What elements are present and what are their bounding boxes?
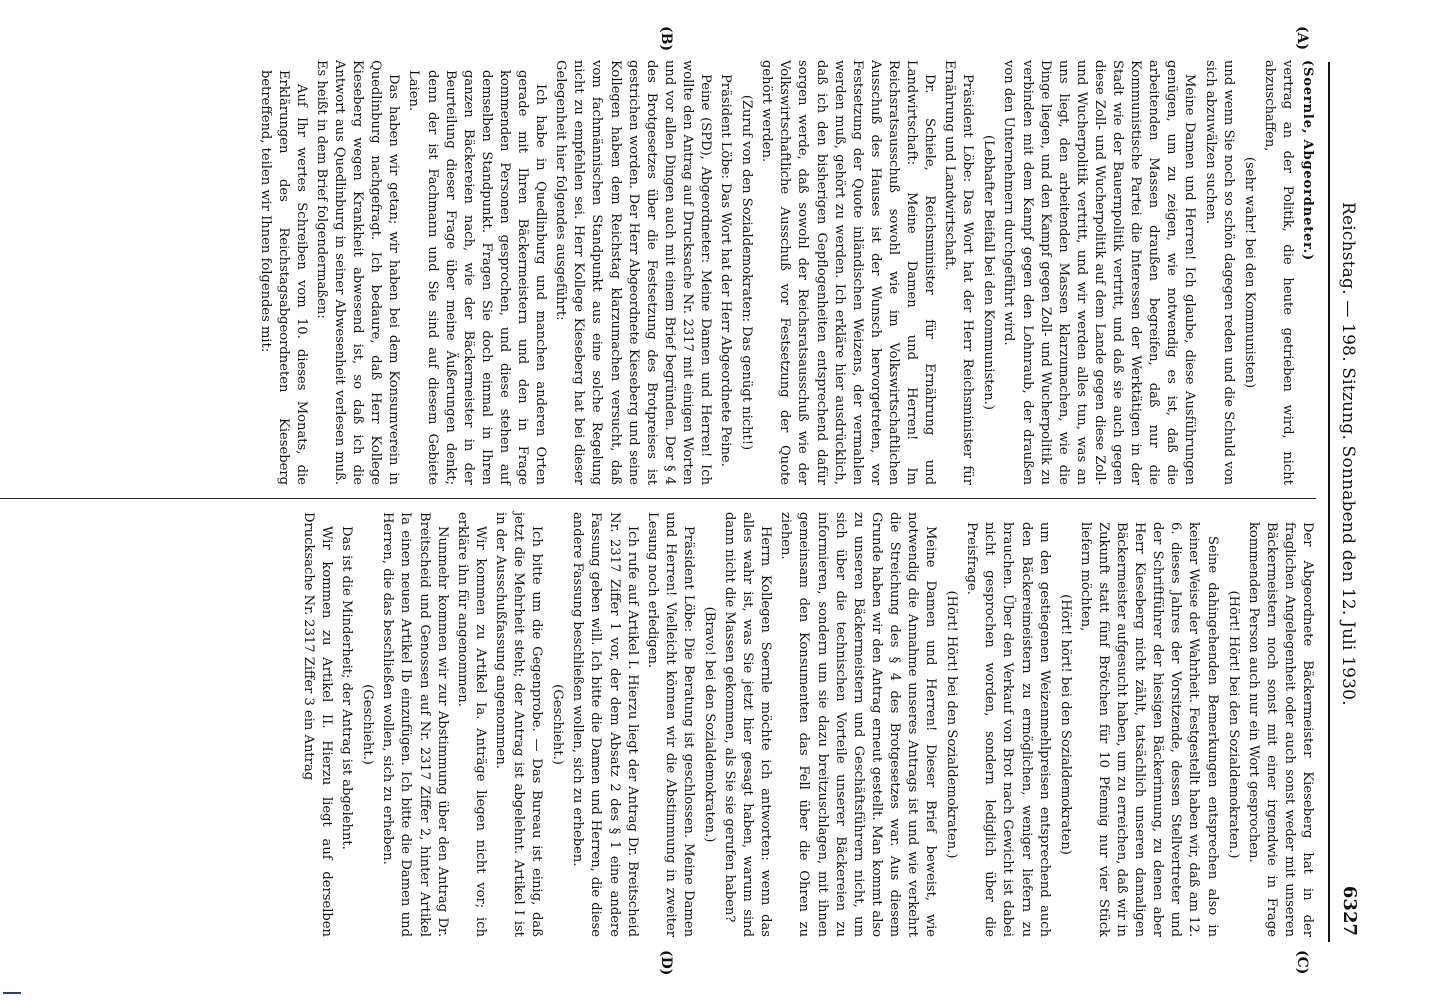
interjection: (Hört! hört! bei den Sozialdemokraten) xyxy=(1057,594,1073,855)
interjection: (sehr wahr! bei den Kommunisten) xyxy=(1241,156,1257,389)
paragraph: Wir kommen zu Artikel II. Hierzu liegt auf derselben Drucksache Nr. 2317 Ziffer 3 ein Antrag xyxy=(301,512,335,937)
margin-marker-c: (C) xyxy=(1294,950,1310,975)
page-header xyxy=(1328,62,1364,942)
paragraph: und wenn Sie noch so schön dagegen reden und die Schuld von sich abzuwälzen suchen. xyxy=(1202,60,1236,485)
paragraph: Das ist die Minderheit; der Antrag ist abgelehnt. xyxy=(339,526,355,850)
margin-marker-a: (A) xyxy=(1294,26,1310,51)
interjection: (Hört! Hört! bei den Sozialdemokraten.) xyxy=(1225,590,1241,859)
paragraph: Ich bitte um die Gegenprobe. — Das Bureau ist einig, daß jetzt die Mehrheit steht; der Antrag ist abgelehnt. Artikel I ist in der Ausschußfassung angenommen. xyxy=(492,512,545,937)
interjection: (Bravo! bei den Sozialdemokraten.) xyxy=(702,606,717,843)
quotation: Der Abgeordnete Bäckermeister Kieseberg hat in der fraglichen Angelegenheit oder auch sonst weder mit unseren Bäckermeistern noch sonst mit einer irgendwie in Frage kommenden Person auch nur ein Wort gesprochen. xyxy=(1245,522,1315,937)
left-column xyxy=(254,60,1316,485)
document-page xyxy=(0,2,1390,992)
paragraph: Meine Damen und Herren! Dieser Brief beweist, wie notwendig die Annahme unseres Antrags ist und wie verkehrt die Streichung des § 4 des Brotgesetzes war. Aus diesem Grunde haben wir den Antrag erneut gestellt. Man kommt also zu unseren Bäckermeistern und Geschäftsführern nicht, um sich über die technischen Vorteile unserer Bäckereien zu informieren, sondern um sie dazu breitzuschlagen, mit ihnen gemeinsam den Konsumenten das Fell über die Ohren zu ziehen. xyxy=(778,512,939,937)
paragraph: Wir kommen zu Artikel Ia. Anträge liegen nicht vor; ich erkläre ihn für angenommen. xyxy=(454,512,488,937)
speaker-tag: (Soernle, Abgeordneter.) xyxy=(1300,60,1315,262)
column-divider xyxy=(0,498,1316,499)
quotation: um den gestiegenen Weizenmehlpreisen entsprechend auch den Bäckereimeistern zu ermöglichen, weniger liefern zu brauchen. Über den Verkauf von Brot nach Gewicht ist dabei nicht gesprochen worden, sondern lediglich über die Preisfrage. xyxy=(964,522,1052,937)
speaker-statement: Peine (SPD), Abgeordneter: Meine Damen und Herren! Ich wollte den Antrag auf Drucksache Nr. 2317 mit einigen Worten und vor allen Dingen auch mit einem Brief begründen. Der § 4 des Brotgesetzes über die Festsetzung des Brotpreises ist gestrichen worden. Der Herr Abgeordnete Kieseberg und seine Kollegen haben dem Reichstag klarzumachen versucht, daß vom fachmännischen Standpunkt aus eine solche Regelung nicht zu empfehlen sei. Herr Kollege Kieseberg hat bei dieser Gelegenheit hier folgendes ausgeführt: xyxy=(553,60,713,485)
paragraph: vertrag an der Politik, die heute getrieben wird, nicht abzuschaffen, xyxy=(1261,60,1295,485)
quotation: Seine dahingehenden Bemerkungen entsprechen also in keiner Weise der Wahrheit. Festgestellt haben wir, daß am 12. 6. dieses Jahres der Vorsitzende, dessen Stellvertreter und der Schriftführer der hiesigen Bäckerinnung, zu denen aber Herr Kieseberg nicht zählt, tatsächlich unseren damaligen Bäckermeister aufgesucht haben, um zu erreichen, daß wir in Zukunft statt fünf Brötchen für 10 Pfennig nur vier Stück liefern möchten, xyxy=(1077,522,1220,937)
interjection: (Zuruf von den Sozialdemokraten: Das genügt nicht!) xyxy=(739,94,755,451)
interjection: (Geschieht.) xyxy=(360,684,376,765)
president-statement: Präsident Löbe: Die Beratung ist geschlossen. Meine Damen und Herren! Vielleicht können wir die Abstimmung in zweiter Lesung noch erledigen. xyxy=(644,512,696,937)
page-title: Reichstag. — 198. Sitzung. Sonnabend den 12. Juli 1930. xyxy=(1338,202,1358,706)
quotation: Ich habe in Quedlinburg und manchen anderen Orten gerade mit Ihren Bäckermeistern und den in Frage kommenden Personen gesprochen, und diese stehen auf demselben Standpunkt. Fragen Sie doch einmal in Ihren ganzen Bäckereien nach, wie der Bäckermeister in der Beurteilung dieser Frage über meine Äußerungen denkt; denn der ist Fachmann und Sie sind auf diesem Gebiete Laien. xyxy=(406,70,549,485)
interjection: (Geschieht.) xyxy=(550,684,566,765)
margin-marker-b: (B) xyxy=(658,26,674,52)
paragraph: Nunmehr kommen wir zur Abstimmung über den Antrag Dr. Breitscheid und Genossen auf Nr. 2317 Ziffer 2, hinter Artikel Ia einen neuen Artikel Ib einzufügen. Ich bitte die Damen und Herren, die das beschließen wollen, sich zu erheben. xyxy=(380,512,450,937)
quotation: Auf Ihr wertes Schreiben vom 10. dieses Monats, die Erklärungen des Reichstagsabgeordneten Kieseberg betreffend, teilen wir Ihnen folgendes mit: xyxy=(257,70,309,485)
paragraph: Das haben wir getan; wir haben bei dem Konsumverein in Quedlinburg nachgefragt. Ich bedaure, daß Herr Kollege Kieseberg wegen Krankheit abwesend ist, so daß ich die Antwort aus Quedlinburg in seiner Abwesenheit verlesen muß. Es heißt in dem Brief folgendermaßen: xyxy=(314,60,402,485)
president-statement: Präsident Löbe: Das Wort hat der Herr Reichsminister für Ernährung und Landwirtschaft. xyxy=(942,60,976,485)
paragraph: Meine Damen und Herren! Ich glaube, diese Ausführungen genügen, um zu zeigen, wie notwendig es ist, daß die arbeitenden Massen draußen begreifen, daß nur die Kommunistische Partei die Interessen der Werktätigen in der Stadt wie der Bauernpolitik vertritt, und daß sie auch gegen diese Zoll- und Wucherpolitik auf dem Lande gegen diese Zoll- und Wucherpolitik vertritt, und wir werden alles tun, was an uns liegt, den arbeitenden Massen klarzumachen, wie die Dinge liegen, und den Kampf gegen Zoll- und Wucherpolitik zu verbinden mit dem Kampf gegen den Lohnraub, der draußen von den Unternehmern durchgeführt wird. xyxy=(1001,60,1198,485)
president-statement: Präsident Löbe: Das Wort hat der Herr Abgeordnete Peine. xyxy=(718,74,734,467)
page-number: 6327 xyxy=(1339,885,1360,936)
paragraph: Ich rufe auf Artikel I. Hierzu liegt der Antrag Dr. Breitscheid Nr. 2317 Ziffer 1 vor, der dem Absatz 2 des § 1 eine andere Fassung geben will. Ich bitte die Damen und Herren, die diese andere Fassung beschließen wollen, sich zu erheben. xyxy=(570,512,640,937)
paragraph: Herrn Kollegen Soernle möchte ich antworten: wenn das alles wahr ist, was Sie jetzt hier gesagt haben, warum sind dann nicht die Massen gekommen, als Sie sie gerufen haben? xyxy=(722,512,774,937)
right-column xyxy=(297,512,1316,937)
interjection: (Lebhafter Beifall bei den Kommunisten.) xyxy=(981,134,997,411)
minister-statement: Dr. Schiele, Reichsminister für Ernährung und Landwirtschaft: Meine Damen und Herren! Im Reichsratsausschuß sowohl wie im Volkswirtschaftlichen Ausschuß des Hauses ist der Wunsch hervorgetreten, vor Festsetzung der Quote inländischen Weizens, der vermahlen werden muß, gehört zu werden. Ich erkläre hier ausdrücklich, daß ich den bisherigen Gepflogenheiten entsprechend dafür sorgen werde, daß sowohl der Reichsratsausschuß wie der Volkswirtschaftliche Ausschuß vor Festsetzung der Quote gehört werden. xyxy=(759,60,938,485)
interjection: (Hört! Hört! bei den Sozialdemokraten.) xyxy=(944,590,960,859)
margin-marker-d: (D) xyxy=(658,950,674,976)
